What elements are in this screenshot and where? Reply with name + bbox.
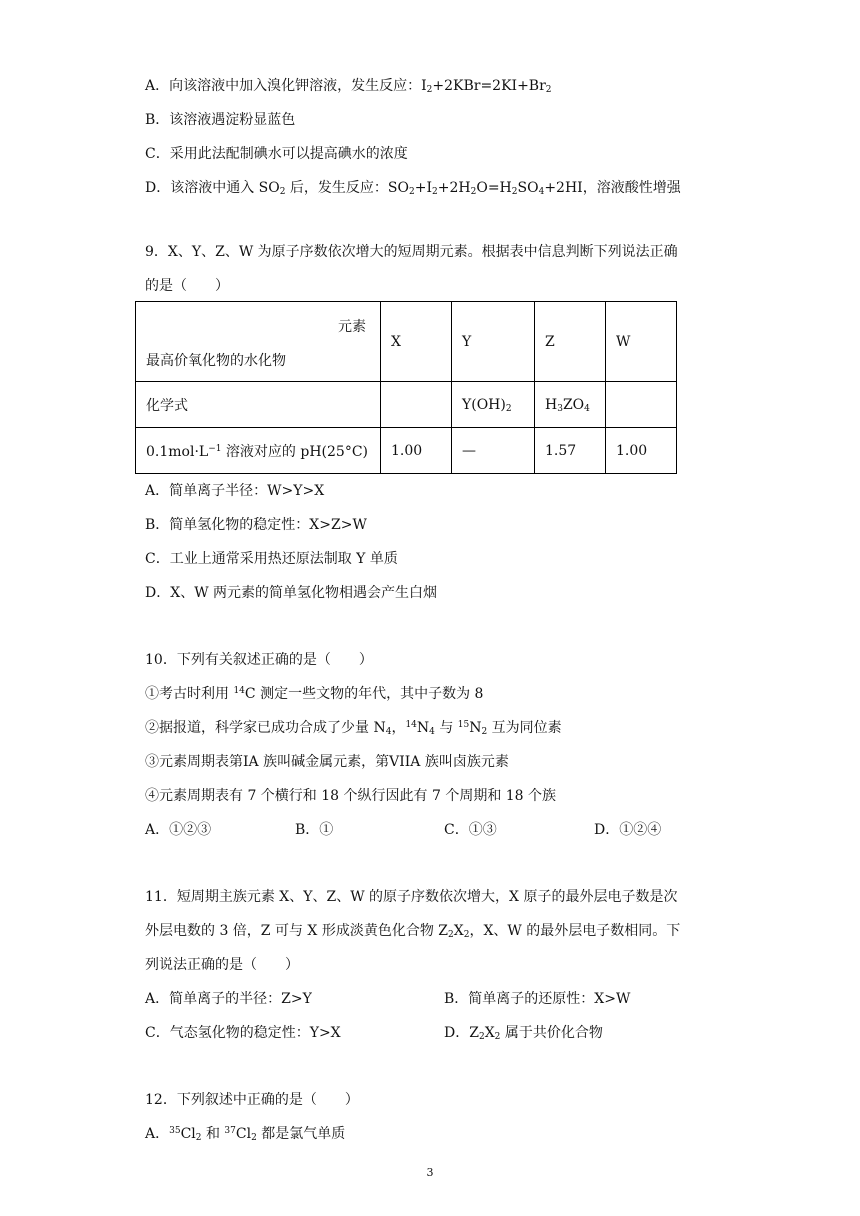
cell-x-formula	[381, 382, 452, 428]
q9-option-d: D．X、W 两元素的简单氢化物相遇会产生白烟	[145, 585, 438, 601]
header-hydrate-label: 最高价氧化物的水化物	[146, 353, 286, 369]
q9-option-a: A．简单离子半径：W>Y>X	[145, 483, 325, 499]
col-x: X	[381, 302, 452, 382]
q12-stem: 12．下列叙述中正确的是（ ）	[145, 1092, 359, 1108]
q9-option-c: C．工业上通常采用热还原法制取 Y 单质	[145, 551, 398, 567]
q10-statement-3: ③元素周期表第IA 族叫碱金属元素，第VIIA 族叫卤族元素	[145, 754, 509, 770]
q10-stem: 10．下列有关叙述正确的是（ ）	[145, 652, 373, 668]
cell-x-ph: 1.00	[381, 428, 452, 474]
q10-statement-4: ④元素周期表有 7 个横行和 18 个纵行因此有 7 个周期和 18 个族	[145, 788, 557, 804]
q8-option-c: C．采用此法配制碘水可以提高碘水的浓度	[145, 146, 408, 162]
col-w: W	[606, 302, 677, 382]
cell-z-formula: $H_3ZO_4$	[535, 382, 606, 428]
cell-z-ph: 1.57	[535, 428, 606, 474]
q10-option-c: C．①③	[444, 822, 497, 838]
q11-stem-line3: 列说法正确的是（ ）	[145, 957, 299, 973]
q9-data-table	[135, 301, 677, 474]
q10-option-b: B．①	[295, 822, 334, 838]
q10-option-a: A．①②③	[145, 822, 212, 838]
cell-w-ph: 1.00	[606, 428, 677, 474]
q12-option-a: A．$^{35}Cl_2$ 和 $^{37}Cl_2$ 都是氯气单质	[145, 1126, 346, 1143]
q11-option-b: B．简单离子的还原性：X>W	[444, 991, 631, 1007]
row-formula-label: 化学式	[136, 382, 381, 428]
q11-option-c: C．气态氢化物的稳定性：Y>X	[145, 1025, 341, 1041]
q8-option-a: A．向该溶液中加入溴化钾溶液，发生反应：$I_2+2KBr=2KI+Br_2$	[145, 78, 552, 95]
header-element-label: 元素	[338, 319, 366, 335]
q10-statement-1: ①考古时利用 $^{14}$C 测定一些文物的年代，其中子数为 8	[145, 686, 484, 702]
q11-stem-line1: 11．短周期主族元素 X、Y、Z、W 的原子序数依次增大，X 原子的最外层电子数是次	[145, 889, 678, 905]
row-ph-label: $0.1mol\cdot L^{-1}$ 溶液对应的 pH(25°C)	[136, 428, 381, 474]
q11-option-d: D．$Z_2X_2$ 属于共价化合物	[444, 1025, 603, 1042]
q8-option-b: B．该溶液遇淀粉显蓝色	[145, 112, 296, 128]
q10-option-d: D．①②④	[594, 822, 662, 838]
q9-stem-line1: 9．X、Y、Z、W 为原子序数依次增大的短周期元素。根据表中信息判断下列说法正确	[145, 244, 678, 260]
q8-option-d: D．该溶液中通入 $SO_2$ 后，发生反应：$SO_2+I_2+2H_2O=H_2SO_4+2HI$，溶液酸性增强	[145, 180, 681, 197]
cell-w-formula	[606, 382, 677, 428]
cell-y-formula: $Y(OH)_2$	[452, 382, 535, 428]
cell-y-ph: —	[452, 428, 535, 474]
page-number: 3	[426, 1166, 434, 1179]
q9-option-b: B．简单氢化物的稳定性：X>Z>W	[145, 517, 367, 533]
col-y: Y	[452, 302, 535, 382]
q10-statement-2: ②据报道，科学家已成功合成了少量 $N_4$，$^{14}N_4$ 与 $^{15}N_2$ 互为同位素	[145, 720, 562, 737]
q9-stem-line2: 的是（ ）	[145, 278, 229, 294]
col-z: Z	[535, 302, 606, 382]
q11-stem-line2: 外层电数的 3 倍，Z 可与 X 形成淡黄色化合物 $Z_2X_2$，X、W 的最外层电子数相同。下	[145, 923, 681, 940]
table-header-diagonal-cell	[136, 302, 381, 382]
q11-option-a: A．简单离子的半径：Z>Y	[145, 991, 312, 1007]
